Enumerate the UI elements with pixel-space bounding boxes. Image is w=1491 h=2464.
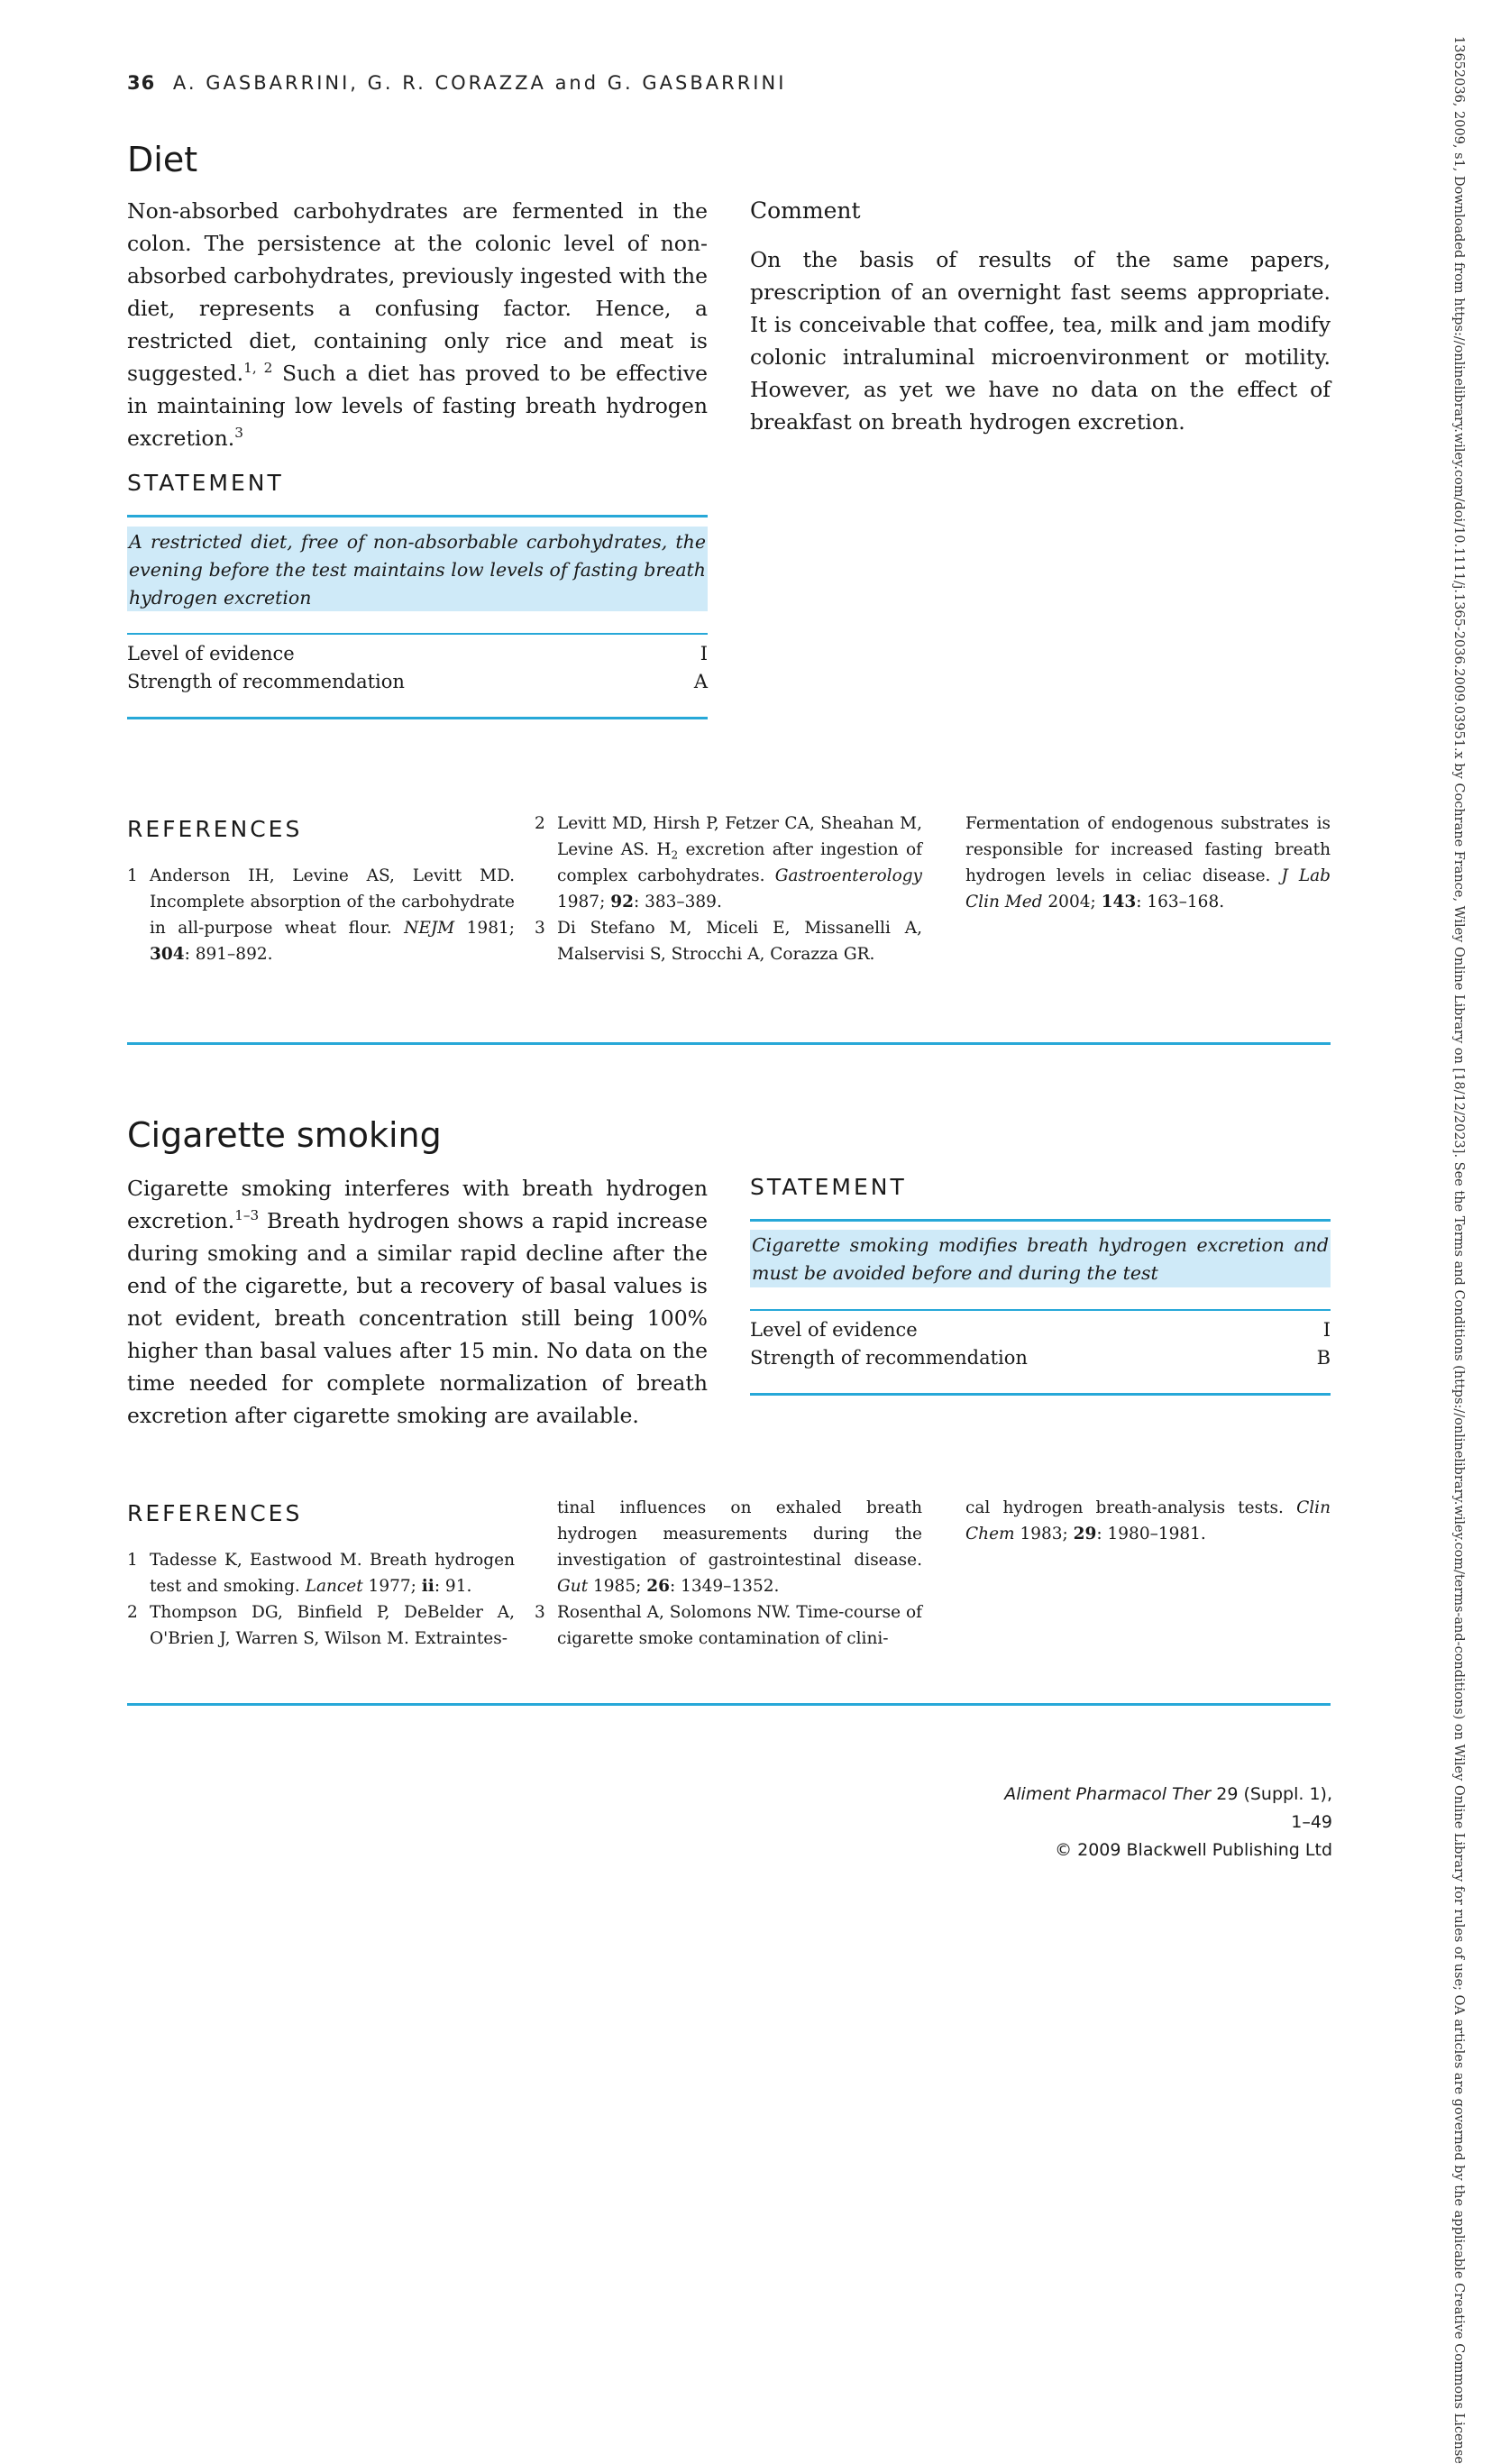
smoking-body <box>127 1172 708 1432</box>
reference-pages: : 91. <box>434 1577 472 1596</box>
diet-statement-top-rule <box>127 515 708 518</box>
smoking-reference-3 <box>535 1599 922 1652</box>
reference-year: 1983; <box>1014 1525 1074 1543</box>
reference-volume: ii <box>421 1577 434 1596</box>
reference-authors: Anderson IH, Levine AS, Levitt MD. Incomplete absorption of the carbohydrate in all-purpose wheat flour. <box>150 866 515 938</box>
reference-pages: : 1349–1352. <box>669 1577 780 1596</box>
smoking-body-citation: 1–3 <box>234 1207 260 1224</box>
diet-strength-value: A <box>693 671 708 692</box>
diet-references-col-2 <box>535 811 922 967</box>
diet-level-label: Level of evidence <box>127 643 295 664</box>
footer-citation <box>992 1781 1332 1837</box>
reference-authors: Levitt MD, Hirsh P, Fetzer CA, Sheahan M, Levine AS. H <box>557 814 922 859</box>
reference-authors: Di Stefano M, Miceli E, Missanelli A, Malservisi S, Strocchi A, Corazza GR. <box>557 919 922 964</box>
reference-number: 3 <box>535 919 545 938</box>
reference-authors: Tadesse K, Eastwood M. Breath hydrogen test and smoking. <box>150 1551 515 1596</box>
reference-journal: Gut <box>557 1577 589 1596</box>
smoking-title: Cigarette smoking <box>127 1115 442 1155</box>
diet-statement-box <box>127 527 708 611</box>
diet-body <box>127 195 708 454</box>
reference-authors: Thompson DG, Binfield P, DeBelder A, O'Brien J, Warren S, Wilson M. Extraintes- <box>150 1603 515 1648</box>
smoking-body-text-a: Cigarette smoking interferes with breath hydrogen excretion. <box>127 1176 708 1233</box>
reference-journal: Gastroenterology <box>774 866 922 885</box>
diet-strength-label: Strength of recommendation <box>127 671 405 692</box>
smoking-reference-1 <box>127 1547 515 1599</box>
smoking-level-label: Level of evidence <box>750 1319 918 1341</box>
diet-level-value: I <box>700 643 708 664</box>
smoking-references-col-1 <box>127 1547 515 1652</box>
reference-journal: J Lab Clin Med <box>965 866 1331 911</box>
smoking-body-text-b: Breath hydrogen shows a rapid increase during smoking and a similar rapid decline after the end of the cigarette, but a recovery of basal values is not evident, breath concentration still being 100% higher than basal values after 15 min. No data on the time needed for complete normalization of breath excretion after cigarette smoking are available. <box>127 1208 708 1428</box>
reference-journal: Clin Chem <box>965 1498 1331 1543</box>
smoking-strength-row <box>750 1347 1331 1369</box>
diet-reference-2 <box>535 811 922 915</box>
footer-volume: 29 <box>1211 1784 1239 1804</box>
footer-supplement: (Suppl. 1), 1–49 <box>1238 1784 1332 1832</box>
reference-year: 1985; <box>588 1577 647 1596</box>
end-rule <box>127 1703 1331 1706</box>
comment-text: On the basis of results of the same papers, prescription of an overnight fast seems appropriate. It is conceivable that coffee, tea, milk and jam modify colonic intraluminal microenvironment or motility. However, as yet we have no data on the effect of breakfast on breath hydrogen excretion. <box>750 247 1331 435</box>
diet-body-text-a: Non-absorbed carbohydrates are fermented in the colon. The persistence at the colonic level of non-absorbed carbohydrates, previously ingested with the diet, represents a confusing factor. Hence, a restricted diet, containing only rice and meat is suggested. <box>127 198 708 386</box>
smoking-references-col-2 <box>535 1495 922 1652</box>
comment-heading: Comment <box>750 197 861 224</box>
diet-reference-3 <box>535 915 922 967</box>
smoking-statement-top-rule <box>750 1219 1331 1222</box>
reference-journal: Lancet <box>305 1577 363 1596</box>
diet-body-text-b: Such a diet has proved to be effective in maintaining low levels of fasting breath hydrogen excretion. <box>127 361 708 451</box>
diet-statement-bottom-rule <box>127 717 708 719</box>
diet-references-heading: REFERENCES <box>127 816 303 842</box>
smoking-statement-bottom-rule <box>750 1393 1331 1396</box>
running-head <box>127 72 786 94</box>
reference-volume: 92 <box>610 893 634 911</box>
reference-pages: : 163–168. <box>1136 893 1225 911</box>
diet-statement-text: A restricted diet, free of non-absorbable carbohydrates, the evening before the test maintains low levels of fasting breath hydrogen excretion <box>129 531 706 609</box>
reference-number: 2 <box>127 1603 138 1622</box>
reference-year: 1981; <box>454 919 515 938</box>
diet-references-col-3 <box>965 811 1331 915</box>
reference-year: 2004; <box>1042 893 1102 911</box>
diet-body-citation-b: 3 <box>234 425 243 442</box>
smoking-statement-text: Cigarette smoking modifies breath hydrogen excretion and must be avoided before and during the test <box>752 1234 1329 1284</box>
diet-body-citation-a: 1, 2 <box>243 360 273 377</box>
reference-title: cal hydrogen breath-analysis tests. <box>965 1498 1297 1517</box>
reference-title: excretion after ingestion of complex carbohydrates. <box>557 840 922 885</box>
download-side-note: 13652036, 2009, s1, Downloaded from https://onlinelibrary.wiley.com/doi/10.1111/j.1365-2036.2009.03951.x by Cochrane France, Wiley Online Library on [18/12/2023]. See the Terms and Conditions (https://onlinelibrary.wiley.com/terms-and-conditions) on Wiley Online Library for rules of use; OA articles are governed by the applicable Creative Commons License <box>1451 36 1466 2464</box>
reference-volume: 304 <box>150 945 185 964</box>
reference-number: 1 <box>127 1551 138 1570</box>
smoking-statement-box <box>750 1230 1331 1287</box>
smoking-reference-3-continued <box>965 1495 1331 1547</box>
reference-year: 1977; <box>362 1577 422 1596</box>
reference-title: Fermentation of endogenous substrates is responsible for increased fasting breath hydrogen levels in celiac disease. <box>965 814 1331 885</box>
reference-journal: NEJM <box>404 919 455 938</box>
smoking-strength-value: B <box>1316 1347 1331 1369</box>
reference-pages: : 1980–1981. <box>1096 1525 1206 1543</box>
smoking-reference-2 <box>127 1599 515 1652</box>
diet-reference-3-continued <box>965 811 1331 915</box>
diet-reference-1 <box>127 863 515 967</box>
reference-number: 1 <box>127 866 138 885</box>
footer-copyright: © 2009 Blackwell Publishing Ltd <box>1055 1840 1332 1860</box>
reference-pages: : 383–389. <box>633 893 722 911</box>
reference-number: 2 <box>535 814 545 833</box>
diet-statement-heading: STATEMENT <box>127 470 284 496</box>
diet-level-row <box>127 643 708 664</box>
diet-evidence-rule <box>127 633 708 635</box>
reference-volume: 26 <box>646 1577 670 1596</box>
diet-strength-row <box>127 671 708 692</box>
running-head-authors: A. GASBARRINI, G. R. CORAZZA and G. GASBARRINI <box>172 72 787 94</box>
diet-references-col-1 <box>127 863 515 967</box>
diet-title: Diet <box>127 140 198 179</box>
smoking-evidence-rule <box>750 1309 1331 1311</box>
reference-volume: 29 <box>1073 1525 1097 1543</box>
section-divider-rule <box>127 1042 1331 1045</box>
reference-pages: : 891–892. <box>184 945 273 964</box>
smoking-statement-heading: STATEMENT <box>750 1174 907 1200</box>
smoking-level-row <box>750 1319 1331 1341</box>
footer-journal: Aliment Pharmacol Ther <box>1004 1784 1212 1804</box>
reference-year: 1987; <box>557 893 611 911</box>
reference-number: 3 <box>535 1603 545 1622</box>
reference-subscript: 2 <box>671 848 679 862</box>
smoking-references-heading: REFERENCES <box>127 1500 303 1526</box>
footer <box>992 1781 1332 1864</box>
reference-volume: 143 <box>1101 893 1137 911</box>
smoking-reference-2-continued <box>557 1495 922 1599</box>
page-number: 36 <box>127 72 156 94</box>
reference-authors: Rosenthal A, Solomons NW. Time-course of cigarette smoke contamination of clini- <box>557 1603 922 1648</box>
comment-body <box>750 243 1331 438</box>
smoking-level-value: I <box>1322 1319 1331 1341</box>
smoking-references-col-3 <box>965 1495 1331 1547</box>
smoking-strength-label: Strength of recommendation <box>750 1347 1028 1369</box>
reference-title: tinal influences on exhaled breath hydrogen measurements during the investigation of gastrointestinal disease. <box>557 1498 922 1570</box>
